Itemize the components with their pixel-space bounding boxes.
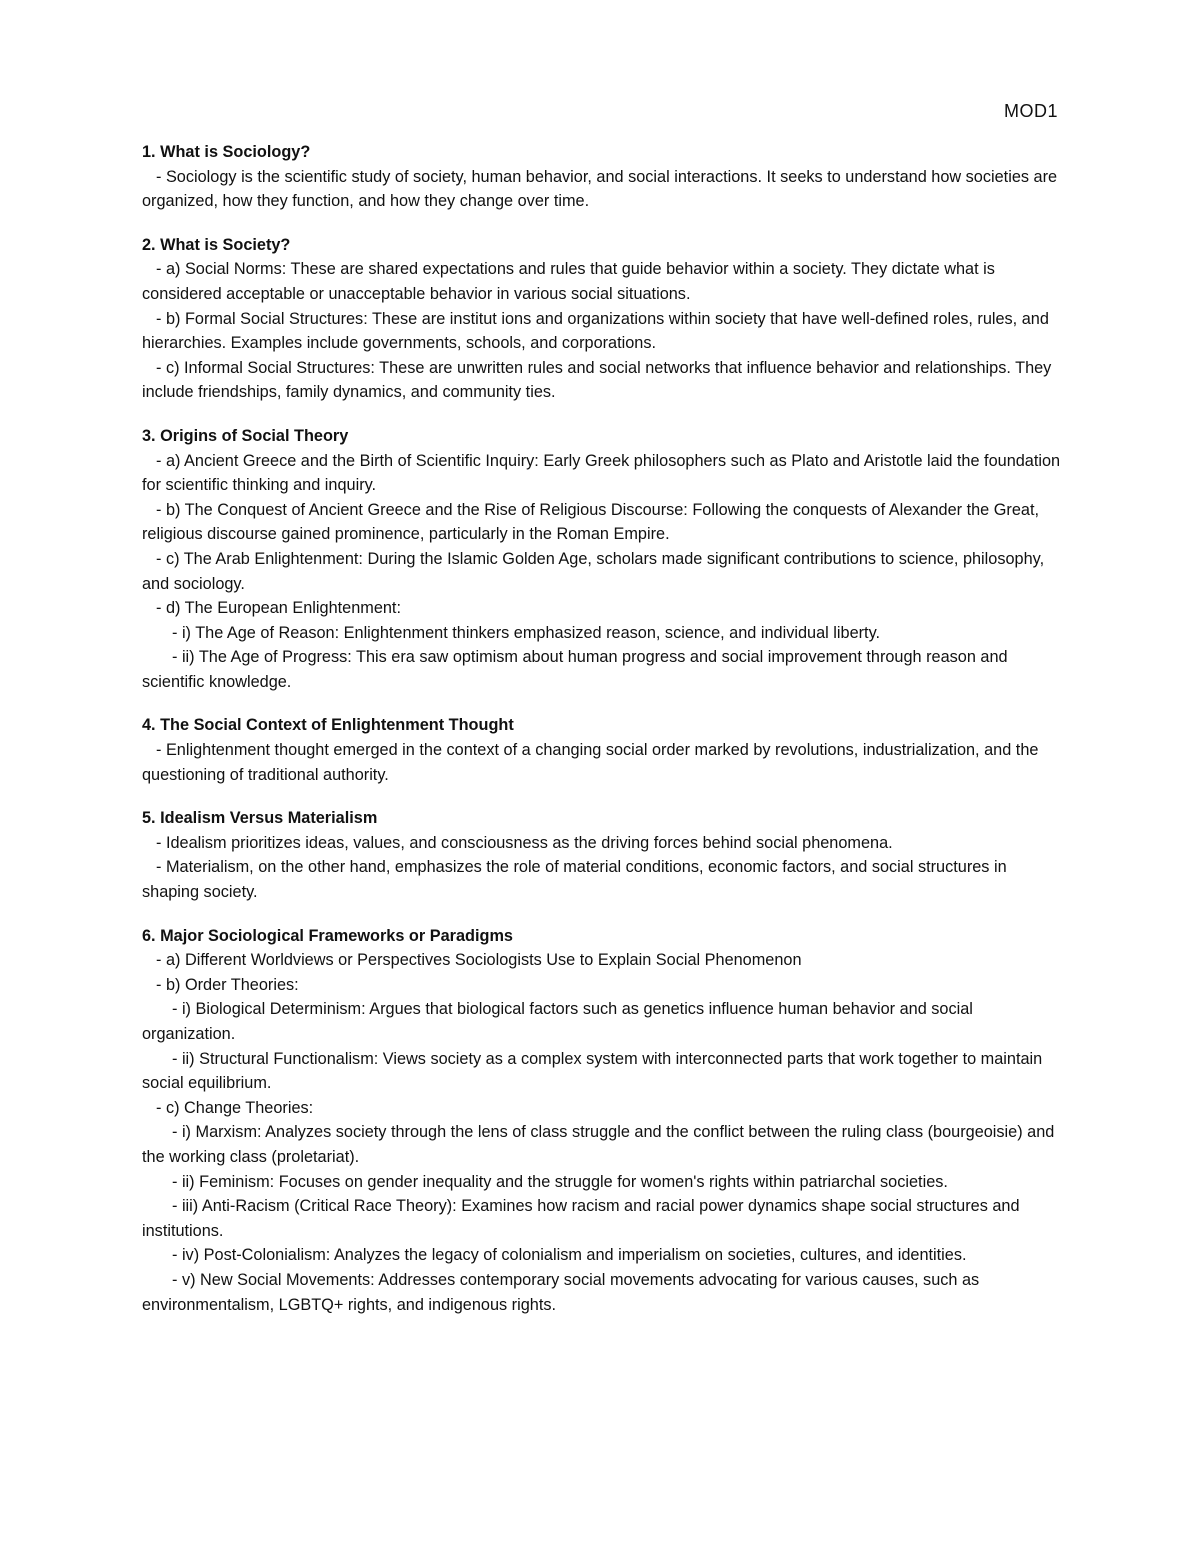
section-idealism-versus-materialism — [142, 806, 1062, 904]
paragraph-line: - ii) Structural Functionalism: Views society as a complex system with interconnected parts that work together to maintain social equilibrium. — [142, 1049, 1043, 1093]
paragraph-line: - a) Different Worldviews or Perspectives Sociologists Use to Explain Social Phenomenon — [156, 951, 802, 970]
paragraph-line: - iv) Post-Colonialism: Analyzes the legacy of colonialism and imperialism on societies, cultures, and identities. — [172, 1246, 967, 1265]
paragraph-line: - Idealism prioritizes ideas, values, and consciousness as the driving forces behind social phenomena. — [156, 833, 893, 852]
section-heading: 6. Major Sociological Frameworks or Paradigms — [142, 926, 513, 945]
paragraph-line: - a) Ancient Greece and the Birth of Scientific Inquiry: Early Greek philosophers such as Plato and Aristotle laid the foundation for scientific thinking and inquiry. — [142, 451, 1061, 495]
paragraph-line: - c) Change Theories: — [156, 1098, 314, 1117]
paragraph-line: - ii) Feminism: Focuses on gender inequality and the struggle for women's rights within patriarchal societies. — [172, 1172, 948, 1191]
paragraph-line: - d) The European Enlightenment: — [156, 599, 401, 618]
section-heading: 5. Idealism Versus Materialism — [142, 809, 378, 828]
paragraph-line: - a) Social Norms: These are shared expectations and rules that guide behavior within a society. They dictate what is considered acceptable or unacceptable behavior in various social situations. — [142, 260, 995, 303]
section-what-is-sociology — [142, 140, 1062, 214]
paragraph-line: - c) Informal Social Structures: These are unwritten rules and social networks that influence behavior and relationships. They include friendships, family dynamics, and community ties. — [142, 358, 1052, 402]
section-heading: 4. The Social Context of Enlightenment Thought — [142, 716, 514, 735]
paragraph-line: - Sociology is the scientific study of society, human behavior, and social interactions. It seeks to understand how societies are organized, how they function, and how they change over time. — [142, 167, 1058, 211]
section-social-context-enlightenment — [142, 713, 1062, 787]
section-heading: 1. What is Sociology? — [142, 143, 311, 161]
section-origins-of-social-theory — [142, 424, 1062, 695]
section-heading: 3. Origins of Social Theory — [142, 426, 349, 445]
paragraph-line: - iii) Anti-Racism (Critical Race Theory): Examines how racism and racial power dynamics shape social structures and institutions. — [142, 1197, 1020, 1240]
paragraph-line: - b) The Conquest of Ancient Greece and the Rise of Religious Discourse: Following the conquests of Alexander the Great, religious discourse gained prominence, particularly in the Roman Empire. — [142, 500, 1039, 544]
paragraph-line: - Materialism, on the other hand, emphasizes the role of material conditions, economic factors, and social structures in shaping society. — [142, 858, 1007, 902]
section-major-sociological-frameworks — [142, 924, 1062, 1318]
paragraph-line: - c) The Arab Enlightenment: During the Islamic Golden Age, scholars made significant contributions to science, philosophy, and sociology. — [142, 549, 1045, 593]
paragraph-line: - i) The Age of Reason: Enlightenment thinkers emphasized reason, science, and individual liberty. — [172, 623, 881, 642]
document-body — [142, 140, 1062, 1336]
module-label: MOD1 — [1003, 101, 1058, 121]
section-what-is-society — [142, 233, 1062, 405]
paragraph-line: - b) Order Theories: — [156, 975, 299, 994]
paragraph-line: - ii) The Age of Progress: This era saw optimism about human progress and social improvement through reason and scientific knowledge. — [142, 648, 1008, 691]
paragraph-line: - i) Biological Determinism: Argues that biological factors such as genetics influence human behavior and social organization. — [142, 1000, 973, 1043]
paragraph-line: - b) Formal Social Structures: These are institut ions and organizations within society that have well-defined roles, rules, and hierarchies. Examples include governments, schools, and corporations. — [142, 309, 1049, 353]
paragraph-line: - i) Marxism: Analyzes society through the lens of class struggle and the conflict between the ruling class (bourgeoisie) and the working class (proletariat). — [142, 1123, 1055, 1166]
section-heading: 2. What is Society? — [142, 235, 291, 254]
paragraph-line: - Enlightenment thought emerged in the context of a changing social order marked by revolutions, industrialization, and the questioning of traditional authority. — [142, 741, 1039, 784]
paragraph-line: - v) New Social Movements: Addresses contemporary social movements advocating for various causes, such as environmentalism, LGBTQ+ rights, and indigenous rights. — [142, 1270, 980, 1314]
